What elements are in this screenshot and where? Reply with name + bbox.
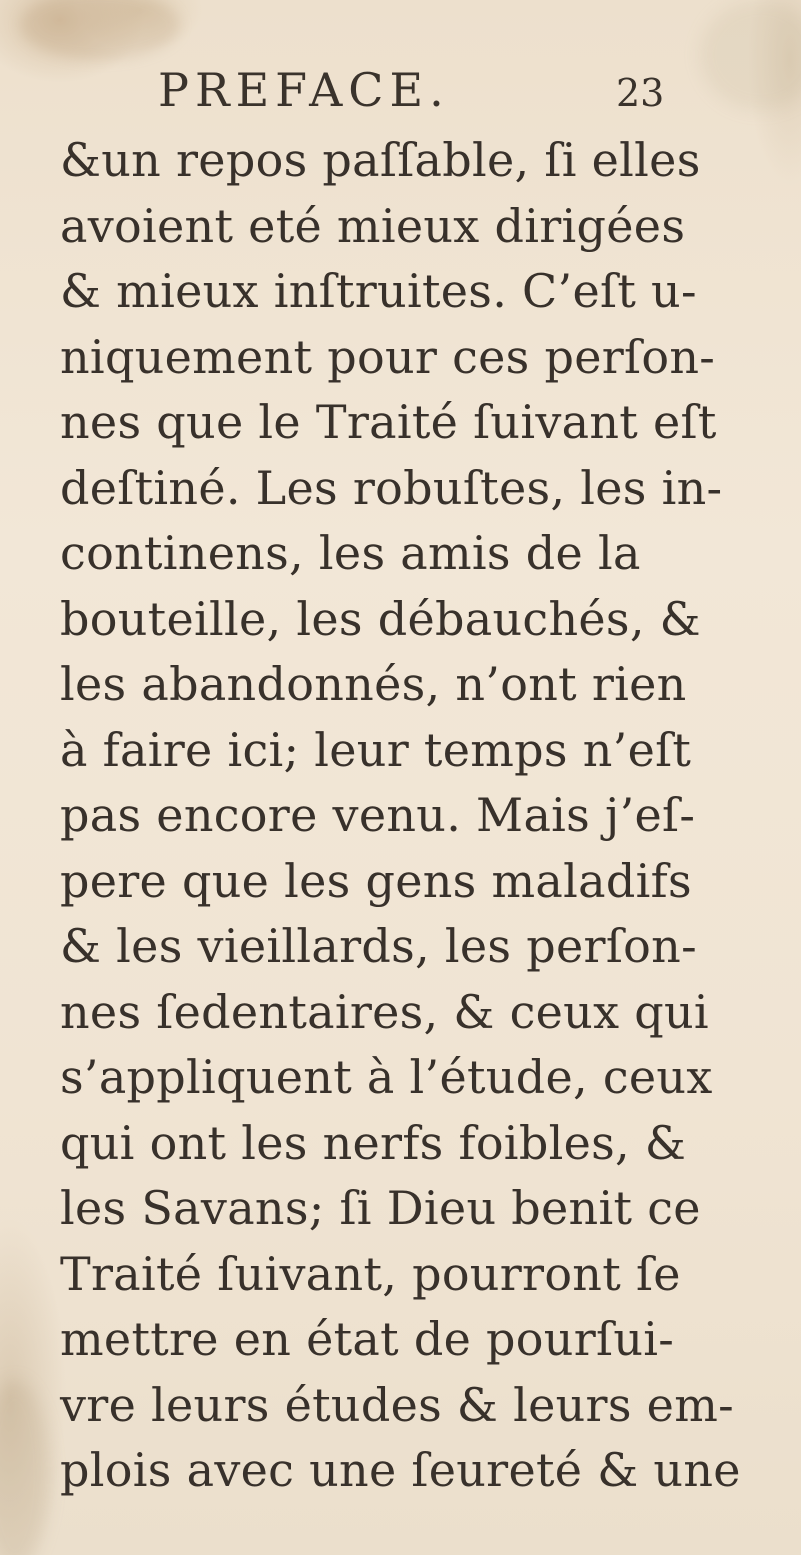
text-line-7: continens, les amis de la [60, 526, 641, 580]
text-line-14: nes ſedentaires, & ceux qui [60, 984, 709, 1039]
paper-stain-left [0, 1380, 50, 1555]
text-line-2: avoient eté mieux dirigées [60, 198, 686, 253]
page-header [0, 62, 801, 122]
text-line-1: &un repos paſſable, ſi elles [60, 133, 701, 187]
text-line-4: niquement pour ces perſon- [60, 329, 716, 384]
page-number: 23 [616, 71, 665, 115]
text-line-19: mettre en état de pourſui- [60, 1312, 675, 1366]
text-line-15: s’appliquent à l’étude, ceux [60, 1050, 713, 1104]
text-line-21: plois avec une ſeureté & une [60, 1443, 741, 1497]
text-line-10: à faire ici; leur temps n’eſt [60, 722, 692, 777]
text-line-17: les Savans; ſi Dieu benit ce [60, 1181, 701, 1235]
text-line-18: Traité ſuivant, pourront ſe [60, 1246, 681, 1301]
text-line-12: pere que les gens maladifs [60, 853, 692, 908]
text-line-11: pas encore venu. Mais j’eſ- [60, 788, 696, 842]
paper-stain-top [20, 0, 180, 60]
text-line-13: & les vieillards, les perſon- [60, 919, 697, 973]
text-line-20: vre leurs études & leurs em- [60, 1377, 734, 1432]
body-text [60, 128, 770, 1504]
text-line-3: & mieux inſtruites. C’eſt u- [60, 264, 697, 318]
text-line-5: nes que le Traité ſuivant eſt [60, 395, 717, 449]
text-line-16: qui ont les nerfs foibles, & [60, 1115, 687, 1170]
text-line-8: bouteille, les débauchés, & [60, 591, 701, 646]
text-line-6: deſtiné. Les robuſtes, les in- [60, 460, 723, 515]
running-title: PREFACE. [158, 63, 450, 117]
text-line-9: les abandonnés, n’ont rien [60, 657, 687, 711]
